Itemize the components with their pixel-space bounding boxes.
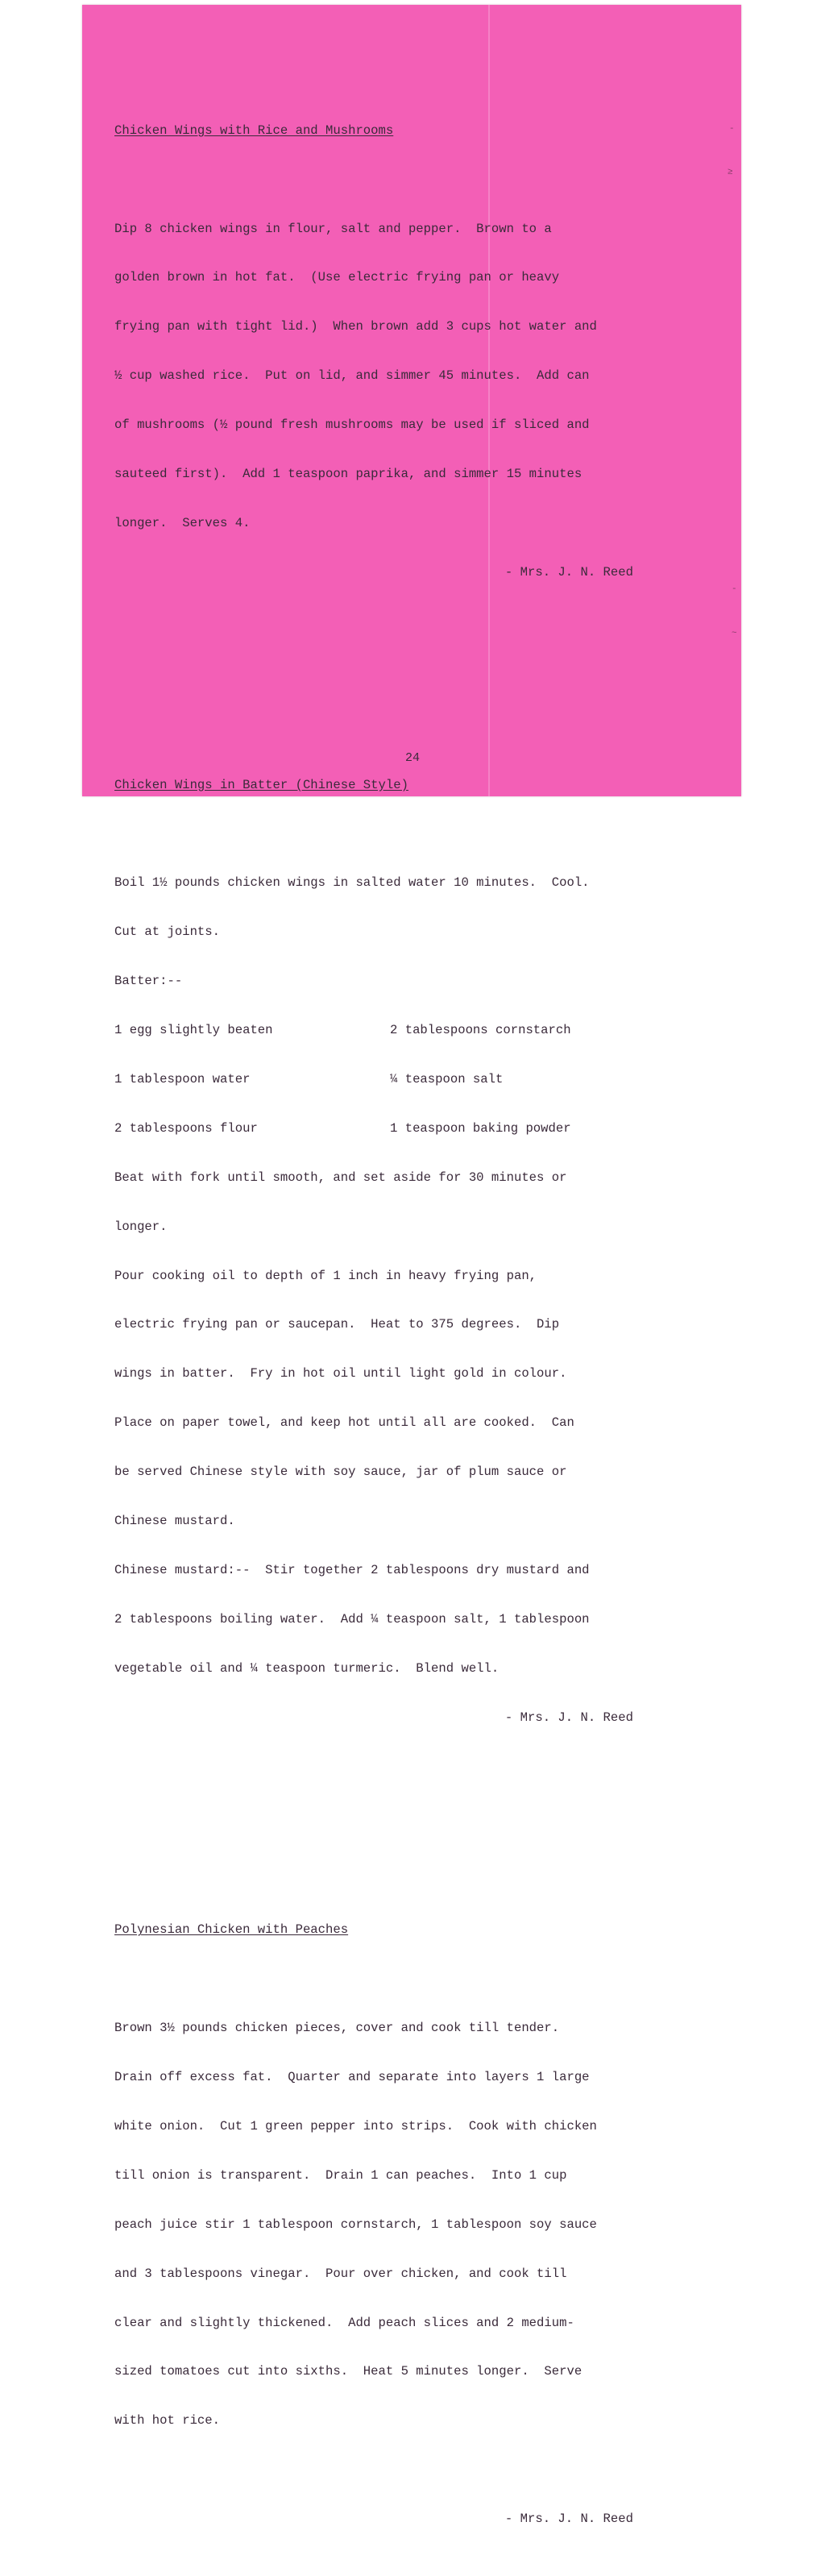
recipe-polynesian-chicken: [114, 1889, 646, 2560]
edge-mark: ≥: [728, 168, 733, 177]
ingredient-row: [114, 1120, 646, 1136]
ingredient: 1 egg slightly beaten: [114, 1023, 273, 1038]
recipe-line: ½ cup washed rice. Put on lid, and simmer 45 minutes. Add can: [114, 368, 590, 384]
recipe-signature: - Mrs. J. N. Reed: [504, 2512, 633, 2527]
recipe-line: till onion is transparent. Drain 1 can peaches. Into 1 cup: [114, 2167, 567, 2183]
recipe-line: be served Chinese style with soy sauce, jar of plum sauce or: [114, 1465, 567, 1480]
page-number: 24: [404, 751, 420, 765]
recipe-title: Chicken Wings with Rice and Mushrooms: [114, 123, 394, 138]
recipe-line: Dip 8 chicken wings in flour, salt and pepper. Brown to a: [114, 221, 552, 236]
edge-mark: ‐: [729, 124, 735, 134]
ingredient: ¼ teaspoon salt: [390, 1072, 504, 1086]
recipe-title: Polynesian Chicken with Peaches: [114, 1922, 349, 1938]
ingredient-row: [114, 1071, 646, 1087]
ingredient: 2 tablespoons flour: [114, 1120, 258, 1136]
recipe-line: golden brown in hot fat. (Use electric frying pan or heavy: [114, 270, 560, 285]
recipe-line: longer. Serves 4.: [114, 515, 251, 530]
recipe-line: Beat with fork until smooth, and set aside for 30 minutes or: [114, 1170, 567, 1185]
recipe-line: Boil 1½ pounds chicken wings in salted water 10 minutes. Cool.: [114, 875, 590, 891]
recipe-line: peach juice stir 1 tablespoon cornstarch, 1 tablespoon soy sauce: [114, 2217, 597, 2232]
recipe-chicken-wings-batter: [114, 744, 646, 1758]
recipe-line: and 3 tablespoons vinegar. Pour over chicken, and cook till: [114, 2266, 567, 2281]
recipe-line: vegetable oil and ¼ teaspoon turmeric. Blend well.: [114, 1660, 500, 1676]
recipe-line: Place on paper towel, and keep hot until all are cooked. Can: [114, 1415, 574, 1431]
recipe-line: Pour cooking oil to depth of 1 inch in heavy frying pan,: [114, 1268, 537, 1283]
recipe-line: wings in batter. Fry in hot oil until light gold in colour.: [114, 1366, 567, 1381]
recipe-line: Drain off excess fat. Quarter and separate into layers 1 large: [114, 2070, 590, 2085]
ingredient-row: [114, 1022, 646, 1038]
recipe-line: sized tomatoes cut into sixths. Heat 5 minutes longer. Serve: [114, 2364, 582, 2379]
recipe-line: Chinese mustard:-- Stir together 2 tablespoons dry mustard and: [114, 1562, 590, 1577]
recipe-line: electric frying pan or saucepan. Heat to 375 degrees. Dip: [114, 1317, 560, 1332]
recipe-line: with hot rice.: [114, 2413, 221, 2429]
recipe-title: Chicken Wings in Batter (Chinese Style): [114, 777, 408, 792]
recipe-line: sauteed first). Add 1 teaspoon paprika, and simmer 15 minutes: [114, 467, 582, 482]
recipe-signature: - Mrs. J. N. Reed: [504, 564, 633, 580]
ingredient: 1 teaspoon baking powder: [390, 1120, 571, 1136]
recipe-line: longer.: [114, 1219, 168, 1234]
ingredient: 2 tablespoons cornstarch: [390, 1023, 571, 1038]
recipe-line: Brown 3½ pounds chicken pieces, cover and cook till tender.: [114, 2021, 560, 2036]
recipe-page-body: [114, 24, 646, 2576]
recipe-signature: - Mrs. J. N. Reed: [504, 1710, 633, 1725]
recipe-line: Chinese mustard.: [114, 1514, 235, 1529]
edge-mark: -: [732, 584, 737, 594]
ingredient: 1 tablespoon water: [114, 1072, 251, 1086]
recipe-chicken-wings-rice: [114, 89, 646, 613]
recipe-line: of mushrooms (½ pound fresh mushrooms may be used if sliced and: [114, 418, 590, 433]
recipe-line: clear and slightly thickened. Add peach slices and 2 medium-: [114, 2315, 574, 2330]
recipe-line: 2 tablespoons boiling water. Add ¼ teaspoon salt, 1 tablespoon: [114, 1611, 590, 1627]
edge-mark: ~: [732, 629, 737, 638]
recipe-line: Batter:--: [114, 974, 183, 989]
recipe-line: white onion. Cut 1 green pepper into strips. Cook with chicken: [114, 2119, 597, 2134]
recipe-line: frying pan with tight lid.) When brown add 3 cups hot water and: [114, 319, 597, 334]
recipe-line: Cut at joints.: [114, 924, 221, 940]
